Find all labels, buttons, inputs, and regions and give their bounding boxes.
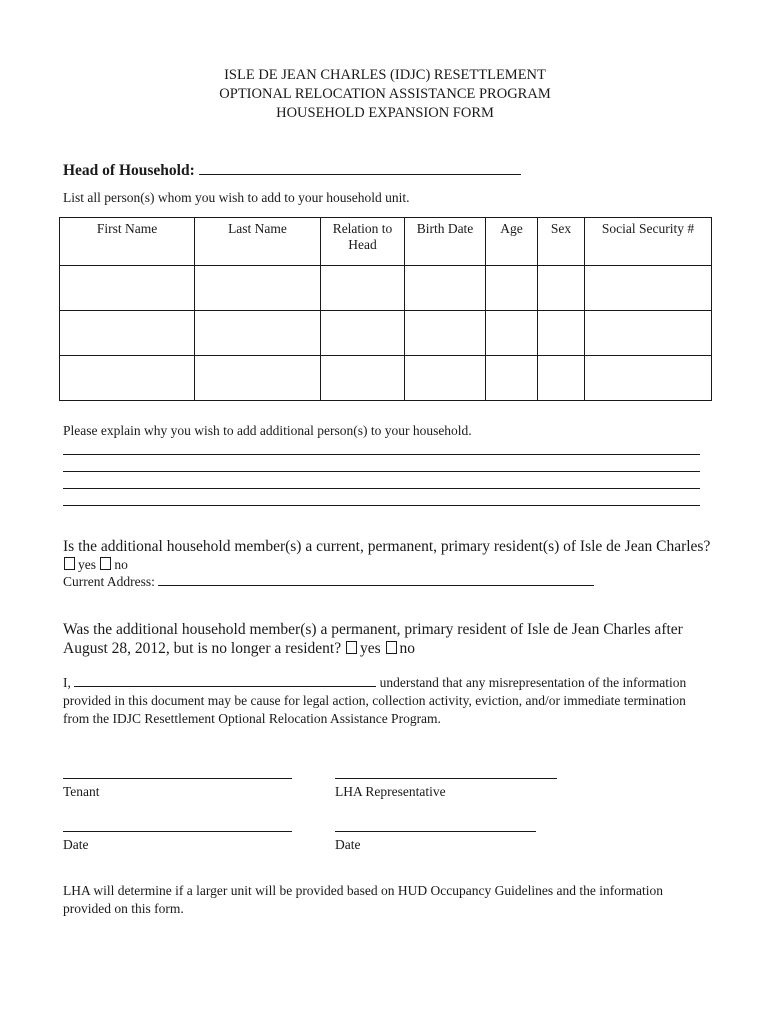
head-of-household-field xyxy=(63,160,521,180)
cell-ssn[interactable] xyxy=(585,266,712,311)
footer-note-line1: LHA will determine if a larger unit will be provided based on HUD Occupancy Guidelines and the information xyxy=(63,883,663,898)
certification-line1 xyxy=(63,674,686,692)
list-instruction: List all person(s) whom you wish to add to your household unit. xyxy=(63,190,410,205)
cell-age[interactable] xyxy=(486,311,538,356)
form-title-line2: OPTIONAL RELOCATION ASSISTANCE PROGRAM xyxy=(219,86,551,102)
lha-rep-date-line[interactable] xyxy=(335,831,536,832)
q1-no-label: no xyxy=(114,557,128,572)
current-address-input[interactable] xyxy=(158,573,594,586)
cell-relation[interactable] xyxy=(321,266,405,311)
certification-line3: from the IDJC Resettlement Optional Relocation Assistance Program. xyxy=(63,711,441,726)
cell-age[interactable] xyxy=(486,356,538,401)
head-of-household-input[interactable] xyxy=(199,160,521,175)
household-members-table xyxy=(59,217,712,401)
form-title-line1: ISLE DE JEAN CHARLES (IDJC) RESETTLEMENT xyxy=(224,67,546,83)
col-relation-line2: Head xyxy=(348,237,377,252)
certification-text: understand that any misrepresentation of the information xyxy=(379,675,687,690)
cell-birth-date[interactable] xyxy=(405,266,486,311)
lha-rep-date-label: Date xyxy=(335,837,361,852)
col-ssn: Social Security # xyxy=(585,218,712,266)
question-former-resident-line2 xyxy=(63,639,415,659)
cell-age[interactable] xyxy=(486,266,538,311)
col-first-name: First Name xyxy=(60,218,195,266)
col-birth-date: Birth Date xyxy=(405,218,486,266)
cell-first-name[interactable] xyxy=(60,311,195,356)
tenant-date-line[interactable] xyxy=(63,831,292,832)
cell-sex[interactable] xyxy=(538,356,585,401)
col-age: Age xyxy=(486,218,538,266)
footer-note-line2: provided on this form. xyxy=(63,901,184,916)
explain-line[interactable] xyxy=(63,488,700,489)
tenant-signature-line[interactable] xyxy=(63,778,292,779)
explain-prompt: Please explain why you wish to add additional person(s) to your household. xyxy=(63,423,472,438)
q1-options xyxy=(63,556,128,574)
question-former-resident-text: August 28, 2012, but is no longer a resident? xyxy=(63,640,342,657)
q2-no-checkbox[interactable] xyxy=(386,641,397,654)
explain-line[interactable] xyxy=(63,505,700,506)
cell-last-name[interactable] xyxy=(195,356,321,401)
table-row xyxy=(60,356,712,401)
cell-last-name[interactable] xyxy=(195,311,321,356)
certifier-name-input[interactable] xyxy=(74,674,376,687)
certification-prefix: I, xyxy=(63,675,71,690)
cell-relation[interactable] xyxy=(321,311,405,356)
head-of-household-label: Head of Household: xyxy=(63,162,195,179)
cell-ssn[interactable] xyxy=(585,356,712,401)
cell-first-name[interactable] xyxy=(60,356,195,401)
q1-yes-label: yes xyxy=(78,557,96,572)
q1-yes-checkbox[interactable] xyxy=(64,557,75,570)
col-sex: Sex xyxy=(538,218,585,266)
question-former-resident-line1: Was the additional household member(s) a permanent, primary resident of Isle de Jean Charles after xyxy=(63,621,683,638)
current-address-field xyxy=(63,573,594,591)
q2-yes-label: yes xyxy=(359,640,381,657)
table-row xyxy=(60,266,712,311)
cell-birth-date[interactable] xyxy=(405,356,486,401)
cell-birth-date[interactable] xyxy=(405,311,486,356)
tenant-date-label: Date xyxy=(63,837,89,852)
cell-relation[interactable] xyxy=(321,356,405,401)
cell-first-name[interactable] xyxy=(60,266,195,311)
cell-ssn[interactable] xyxy=(585,311,712,356)
col-relation-to-head xyxy=(321,218,405,266)
q2-no-label: no xyxy=(399,640,416,657)
table-row xyxy=(60,311,712,356)
q2-yes-checkbox[interactable] xyxy=(346,641,357,654)
tenant-label: Tenant xyxy=(63,784,100,799)
col-relation-line1: Relation to xyxy=(332,221,393,236)
cell-last-name[interactable] xyxy=(195,266,321,311)
certification-line2: provided in this document may be cause for legal action, collection activity, eviction, and/or immediate termination xyxy=(63,693,686,708)
lha-rep-signature-line[interactable] xyxy=(335,778,557,779)
q1-no-checkbox[interactable] xyxy=(100,557,111,570)
cell-sex[interactable] xyxy=(538,266,585,311)
current-address-label: Current Address: xyxy=(63,574,155,589)
form-title-line3: HOUSEHOLD EXPANSION FORM xyxy=(276,105,494,121)
col-last-name: Last Name xyxy=(195,218,321,266)
cell-sex[interactable] xyxy=(538,311,585,356)
lha-rep-label: LHA Representative xyxy=(335,784,446,799)
table-header-row xyxy=(60,218,712,266)
explain-line[interactable] xyxy=(63,454,700,455)
explain-line[interactable] xyxy=(63,471,700,472)
question-current-resident: Is the additional household member(s) a current, permanent, primary resident(s) of Isle de Jean Charles? xyxy=(63,538,711,555)
